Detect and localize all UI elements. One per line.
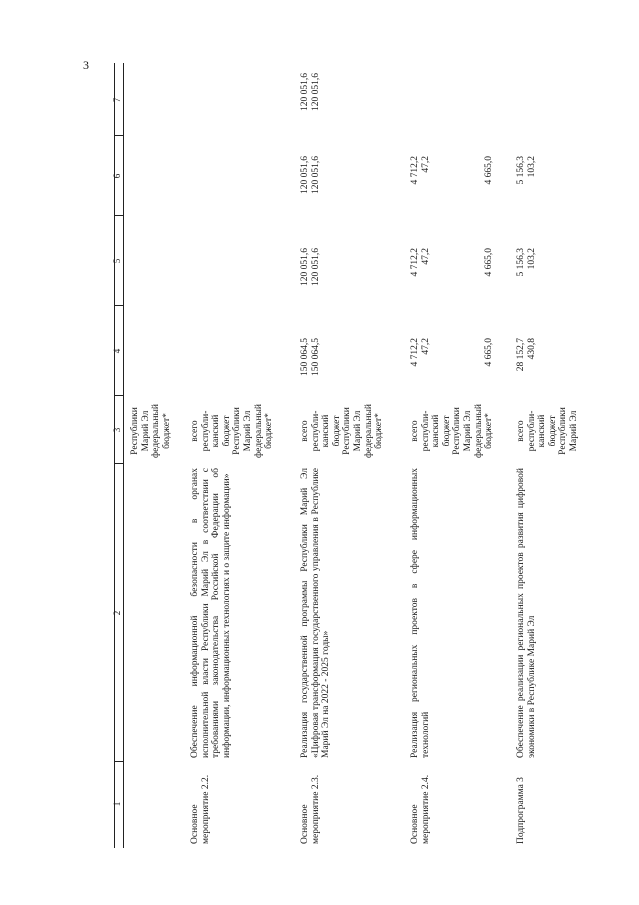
row-2-col6: 120 051,6 120 051,6 [300, 156, 321, 194]
row-1-title: Обеспечение информационной безопасности в органах исполнительной власти Республики Марий Эл в соответствии с требованиями законодательства Российской Федерации об информации, информационных технологиях и о защите информации» [190, 468, 232, 758]
page-number: 3 [83, 58, 89, 72]
col-3-number: 3 [112, 427, 122, 433]
col-1-number: 1 [112, 801, 122, 807]
row-3-col6: 4 712,2 47,2 [410, 156, 431, 185]
row-2-title: Реализация государственной программы Республики Марий Эл «Цифровая трансформация государственного управления в Республике Марий Эл на 2022 - 2025 годы» [300, 468, 332, 758]
row-2-source: всего республи-канский бюджет Республики Марий Эл федеральный бюджет* [300, 404, 385, 458]
row-4-source: всего республи-канский бюджет Республики Марий Эл [516, 407, 579, 455]
row-2-col5: 120 051,6 120 051,6 [300, 248, 321, 286]
row-1-code: Основное мероприятие 2.2. [190, 774, 211, 844]
table-header [112, 63, 124, 848]
row-3-col6-federal: 4 665,0 [484, 156, 494, 185]
row-3-source: всего республи-канский бюджет Республики Марий Эл федеральный бюджет* [410, 404, 495, 458]
row-2-col7: 120 051,6 120 051,6 [300, 73, 321, 111]
col-2-number: 2 [112, 610, 122, 616]
row-3-col5-federal: 4 665,0 [484, 248, 494, 277]
col-5-number: 5 [112, 258, 122, 264]
row-3-col4-federal: 4 665,0 [484, 338, 494, 367]
col-4-number: 4 [112, 348, 122, 354]
row-4-col4: 28 152,7 430,8 [516, 338, 537, 372]
rotated-table [112, 63, 588, 848]
row-4-title: Обеспечение реализации региональных проектов развития цифровой экономики в Республике Марий Эл [516, 468, 537, 758]
row-4-code: Подпрограмма 3 [516, 777, 526, 844]
row-3-title: Реализация региональных проектов в сфере информационных технологий [410, 468, 431, 758]
row-4-col6: 5 156,3 103,2 [516, 156, 537, 185]
row-2-col4: 150 064,5 150 064,5 [300, 338, 321, 376]
row-2-code: Основное мероприятие 2.3. [300, 774, 321, 844]
row-3-code: Основное мероприятие 2.4. [410, 774, 431, 844]
col-6-number: 6 [112, 173, 122, 179]
row-0-source: Республики Марий Эл федеральный бюджет* [130, 404, 172, 458]
row-4-col5: 5 156,3 103,2 [516, 248, 537, 277]
row-1-source: всего республи-канский бюджет Республики Марий Эл федеральный бюджет* [190, 404, 275, 458]
row-3-col5: 4 712,2 47,2 [410, 248, 431, 277]
row-3-col4: 4 712,2 47,2 [410, 338, 431, 367]
col-7-number: 7 [112, 97, 122, 103]
